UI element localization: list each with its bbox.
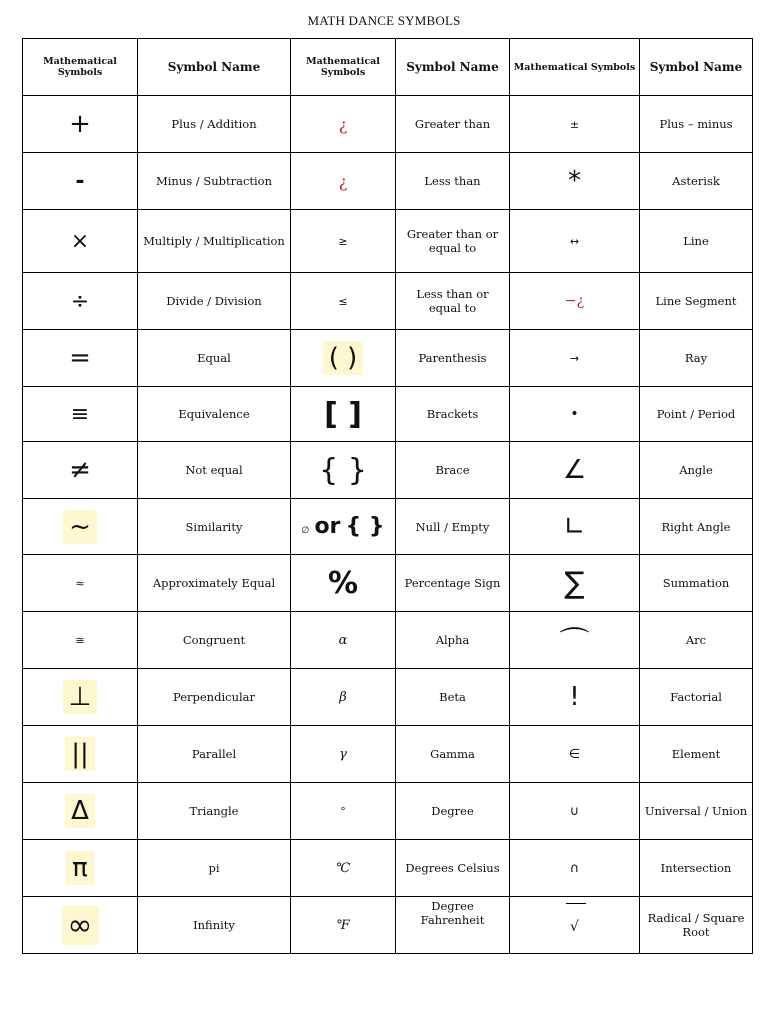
table-row <box>23 273 753 330</box>
header-symbols-3: Mathematical Symbols <box>510 39 640 96</box>
symbol-cell <box>510 499 640 555</box>
line-segment-symbol: −¿ <box>564 293 585 309</box>
greater-equal-symbol: ≥ <box>338 234 348 248</box>
divide-symbol: ÷ <box>70 288 90 314</box>
arc-symbol: ⌒ <box>559 626 590 661</box>
symbol-name-cell: Less than <box>396 153 510 210</box>
equivalence-symbol: ≡ <box>70 401 90 427</box>
empty-set-symbol: ∅ <box>301 526 310 536</box>
symbol-name-cell: Equivalence <box>138 387 291 442</box>
right-angle-symbol: ∟ <box>563 511 586 542</box>
symbol-name-cell: Arc <box>640 612 753 669</box>
symbol-cell <box>23 897 138 954</box>
element-symbol: ∈ <box>568 746 581 762</box>
symbol-name-cell: Infinity <box>138 897 291 954</box>
factorial-symbol: ! <box>569 682 580 712</box>
radical-symbol: √ <box>570 915 579 935</box>
symbol-name-cell: Angle <box>640 442 753 499</box>
header-symbols-2: Mathematical Symbols <box>291 39 396 96</box>
symbol-name-cell: Ray <box>640 330 753 387</box>
angle-symbol: ∠ <box>562 455 587 485</box>
table-row <box>23 897 753 954</box>
symbol-cell <box>510 612 640 669</box>
header-name-1: Symbol Name <box>138 39 291 96</box>
parallel-symbol: || <box>65 737 95 771</box>
intersection-symbol: ∩ <box>569 860 580 876</box>
symbol-cell <box>291 726 396 783</box>
union-symbol: ∪ <box>569 803 580 819</box>
symbol-cell <box>291 840 396 897</box>
table-row <box>23 612 753 669</box>
symbol-cell <box>23 330 138 387</box>
symbol-name-cell: Line Segment <box>640 273 753 330</box>
symbol-cell <box>23 726 138 783</box>
table-row <box>23 840 753 897</box>
symbol-cell <box>510 153 640 210</box>
symbol-name-cell: Asterisk <box>640 153 753 210</box>
parenthesis-symbol: ( ) <box>323 341 364 375</box>
symbol-cell <box>291 442 396 499</box>
symbol-name-cell: Percentage Sign <box>396 555 510 612</box>
empty-braces-symbol: { } <box>345 514 385 539</box>
symbol-cell <box>510 669 640 726</box>
symbol-name-cell: Factorial <box>640 669 753 726</box>
symbol-cell <box>291 897 396 954</box>
symbol-name-cell: Congruent <box>138 612 291 669</box>
ray-symbol: → <box>569 351 580 365</box>
asterisk-symbol: * <box>568 166 581 196</box>
summation-symbol: ∑ <box>564 565 585 601</box>
fahrenheit-symbol: ℉ <box>336 917 350 933</box>
header-symbols-1: Mathematical Symbols <box>23 39 138 96</box>
symbol-cell <box>23 273 138 330</box>
header-name-3: Symbol Name <box>640 39 753 96</box>
symbol-name-cell: Multiply / Multiplication <box>138 210 291 273</box>
table-row <box>23 555 753 612</box>
header-row <box>23 39 753 96</box>
symbol-name-cell: Minus / Subtraction <box>138 153 291 210</box>
symbol-name-cell: Parenthesis <box>396 330 510 387</box>
perpendicular-symbol: ⊥ <box>63 680 98 714</box>
plus-minus-symbol: ± <box>569 117 580 131</box>
pi-symbol: π <box>66 851 94 885</box>
symbol-name-cell: Degrees Celsius <box>396 840 510 897</box>
table-row <box>23 330 753 387</box>
header-name-2: Symbol Name <box>396 39 510 96</box>
symbol-cell <box>291 612 396 669</box>
gamma-symbol: γ <box>339 746 347 762</box>
symbol-cell <box>23 153 138 210</box>
approx-equal-symbol: ≈ <box>75 576 85 590</box>
less-than-symbol: ¿ <box>338 171 348 191</box>
symbol-cell <box>23 555 138 612</box>
symbol-cell <box>291 210 396 273</box>
minus-symbol: - <box>75 168 85 194</box>
brackets-symbol: [ ] <box>324 396 362 432</box>
symbol-name-cell: Equal <box>138 330 291 387</box>
multiply-symbol: × <box>70 228 90 254</box>
symbol-name-cell: Summation <box>640 555 753 612</box>
symbol-name-cell: Plus – minus <box>640 96 753 153</box>
symbol-cell <box>510 387 640 442</box>
congruent-symbol: ≅ <box>75 633 85 647</box>
symbol-cell <box>291 330 396 387</box>
symbol-name-cell: Greater than or equal to <box>396 210 510 273</box>
point-symbol: • <box>570 406 579 422</box>
plus-symbol: + <box>69 109 91 139</box>
infinity-symbol: ∞ <box>62 906 99 945</box>
symbol-name-cell: Plus / Addition <box>138 96 291 153</box>
table-row <box>23 669 753 726</box>
symbol-name-cell: Point / Period <box>640 387 753 442</box>
table-row <box>23 783 753 840</box>
percent-symbol: % <box>327 565 359 601</box>
symbol-cell <box>291 273 396 330</box>
symbol-name-cell: Approximately Equal <box>138 555 291 612</box>
or-text: or <box>314 514 341 539</box>
similarity-symbol: ~ <box>63 510 97 544</box>
symbol-cell <box>291 669 396 726</box>
not-equal-symbol: ≠ <box>69 455 91 485</box>
symbols-table <box>22 38 753 954</box>
symbol-name-cell: Line <box>640 210 753 273</box>
symbol-name-cell: Parallel <box>138 726 291 783</box>
symbol-cell <box>510 555 640 612</box>
symbol-name-cell: Radical / Square Root <box>640 897 753 954</box>
symbol-name-cell: Degree <box>396 783 510 840</box>
table-row <box>23 442 753 499</box>
symbol-name-cell: Degree Fahrenheit <box>396 897 510 954</box>
symbol-cell <box>291 96 396 153</box>
symbol-cell <box>23 442 138 499</box>
page-title: MATH DANCE SYMBOLS <box>307 13 461 28</box>
line-symbol: ↔ <box>569 234 580 248</box>
symbol-name-cell: Perpendicular <box>138 669 291 726</box>
symbol-cell <box>23 840 138 897</box>
triangle-symbol: Δ <box>65 794 95 828</box>
table-row <box>23 499 753 555</box>
symbol-name-cell: Brackets <box>396 387 510 442</box>
symbol-cell <box>510 210 640 273</box>
symbol-cell <box>291 387 396 442</box>
greater-than-symbol: ¿ <box>338 114 348 134</box>
symbol-cell <box>23 210 138 273</box>
symbol-name-cell: Not equal <box>138 442 291 499</box>
symbol-cell <box>291 555 396 612</box>
symbol-name-cell: Gamma <box>396 726 510 783</box>
symbol-cell <box>510 442 640 499</box>
table-row <box>23 387 753 442</box>
symbol-cell <box>23 669 138 726</box>
alpha-symbol: α <box>338 632 348 648</box>
equal-symbol: = <box>69 343 91 373</box>
table-row <box>23 96 753 153</box>
celsius-symbol: ℃ <box>335 860 351 876</box>
symbol-cell <box>23 387 138 442</box>
degree-symbol: ° <box>340 804 346 818</box>
symbol-name-cell: Alpha <box>396 612 510 669</box>
beta-symbol: β <box>339 689 347 705</box>
symbol-name-cell: Intersection <box>640 840 753 897</box>
brace-symbol: { } <box>319 452 367 488</box>
symbol-cell <box>510 96 640 153</box>
symbol-name-cell: Right Angle <box>640 499 753 555</box>
table-row <box>23 726 753 783</box>
symbol-cell <box>23 783 138 840</box>
symbol-cell <box>510 330 640 387</box>
symbol-cell <box>291 153 396 210</box>
symbol-cell <box>510 726 640 783</box>
symbol-name-cell: Less than or equal to <box>396 273 510 330</box>
symbol-cell <box>23 96 138 153</box>
table-row <box>23 210 753 273</box>
symbol-name-cell: Similarity <box>138 499 291 555</box>
symbol-cell <box>510 783 640 840</box>
symbol-name-cell: Divide / Division <box>138 273 291 330</box>
symbol-name-cell: Beta <box>396 669 510 726</box>
symbol-cell <box>510 273 640 330</box>
symbol-name-cell: Null / Empty <box>396 499 510 555</box>
less-equal-symbol: ≤ <box>338 294 348 308</box>
symbol-cell <box>510 897 640 954</box>
symbol-cell <box>291 499 396 555</box>
symbol-cell <box>291 783 396 840</box>
symbol-cell <box>23 499 138 555</box>
symbol-cell <box>23 612 138 669</box>
symbol-name-cell: Triangle <box>138 783 291 840</box>
symbol-name-cell: Greater than <box>396 96 510 153</box>
symbol-cell <box>510 840 640 897</box>
symbol-name-cell: Universal / Union <box>640 783 753 840</box>
symbol-name-cell: Brace <box>396 442 510 499</box>
symbol-name-cell: Element <box>640 726 753 783</box>
table-row <box>23 153 753 210</box>
symbol-name-cell: pi <box>138 840 291 897</box>
